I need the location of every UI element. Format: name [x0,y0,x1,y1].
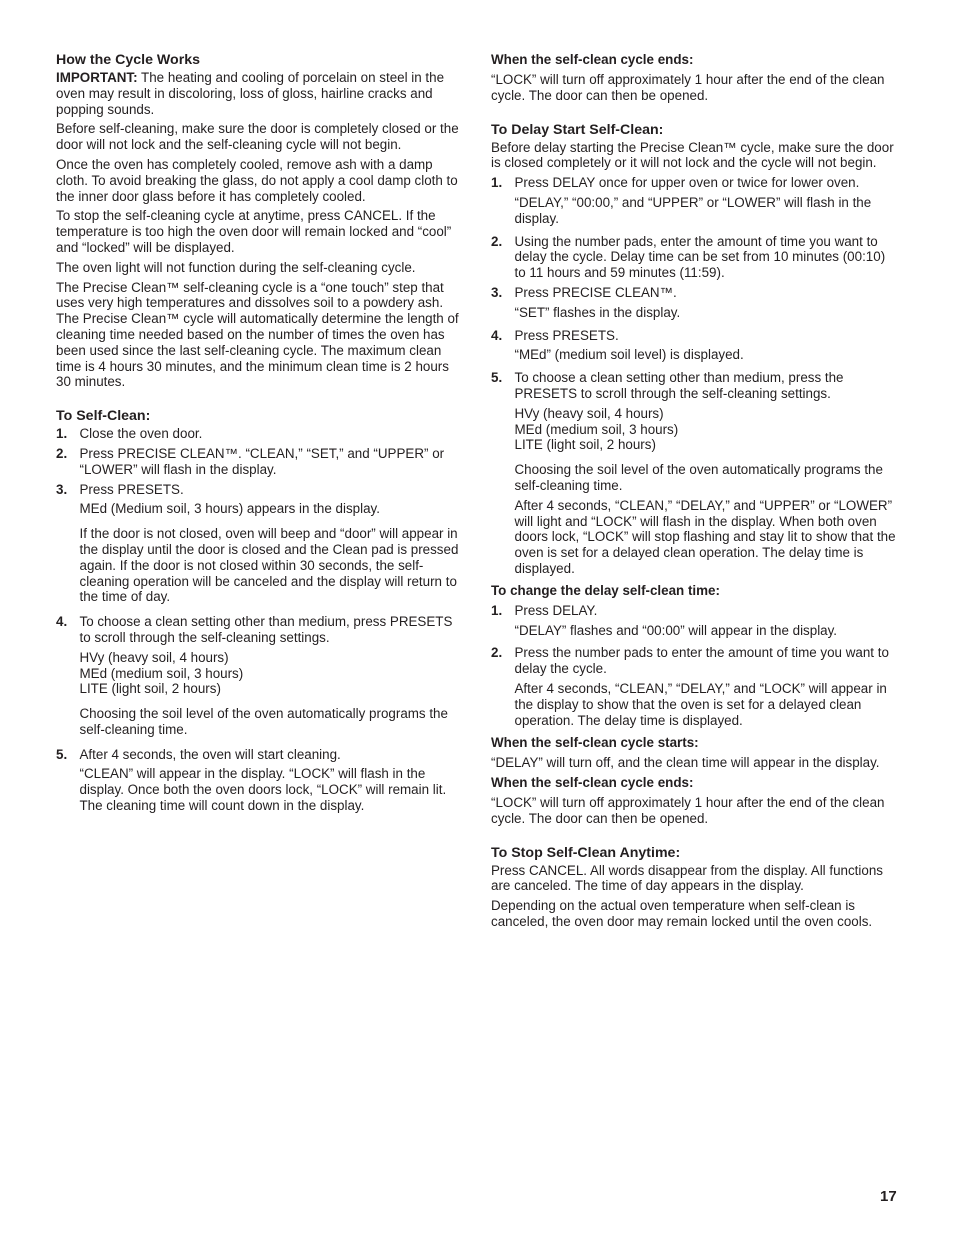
step-detail: After 4 seconds, “CLEAN,” “DELAY,” and “UPPER” or “LOWER” will light and “LOCK” will flash in the display. When both oven doors lock, “LOCK” will stop flashing and stay lit to show that the oven is set for a delayed clean operation. The delay time is displayed. [514,497,896,576]
step-item [56,482,462,606]
paragraph: “LOCK” will turn off approximately 1 hour after the end of the clean cycle. The door can then be opened. [491,72,885,103]
step-number: 3. [491,284,503,300]
step-item [56,614,462,738]
step-number: 2. [491,233,503,249]
step-detail: After 4 seconds, “CLEAN,” “DELAY,” and “LOCK” will appear in the display to show that the oven is set for a delayed clean operation. The delay time is displayed. [514,680,887,728]
step-detail: Choosing the soil level of the oven automatically programs the self-cleaning time. [79,706,448,737]
important-text: The heating and cooling of porcelain on steel in the oven may result in discoloring, loss of gloss, hairline cracks and popping sounds. [56,70,445,117]
step-number: 2. [56,445,68,461]
important-note [56,70,462,117]
paragraph: Depending on the actual oven temperature when self-clean is canceled, the oven door may remain locked until the oven cools. [491,898,873,930]
paragraph: “DELAY” will turn off, and the clean time will appear in the display. [491,755,880,771]
step-detail: “DELAY” flashes and “00:00” will appear in the display. [514,622,838,638]
step-detail: MEd (Medium soil, 3 hours) appears in the display. [79,501,380,517]
paragraph: Before delay starting the Precise Clean™ cycle, make sure the door is closed completely or it will not lock and the cycle will not begin. [491,139,894,171]
step-number: 4. [56,614,68,630]
soil-settings-list [80,650,463,697]
step-text: Close the oven door. [79,426,203,442]
how-cycle-works-heading: How the Cycle Works [56,52,201,68]
step-item [491,370,897,577]
self-clean-steps [56,426,462,814]
page-number: 17 [880,1188,897,1205]
step-text: Press PRECISE CLEAN™. “CLEAN,” “SET,” and “UPPER” or “LOWER” will flash in the display. [79,445,445,477]
soil-setting: MEd (medium soil, 3 hours) [79,665,244,681]
step-item [491,603,897,639]
paragraph: The Precise Clean™ self-cleaning cycle is a “one touch” step that uses very high temperatures and dissolves soil to a powdery ash. The Precise Clean™ cycle will automatically determine the length of cleaning time needed based on the number of times the oven has been used since the last self-cleaning cycle. The maximum clean time is 4 hours 30 minutes, and the minimum clean time is 2 hours 30 minutes. [56,279,459,390]
step-detail: “SET” flashes in the display. [514,304,681,320]
step-item [491,175,897,226]
step-text: Press PRESETS. [79,481,184,497]
step-number: 1. [56,426,68,442]
soil-setting: MEd (medium soil, 3 hours) [514,421,679,437]
step-text: Press DELAY once for upper oven or twice for lower oven. [514,175,860,191]
soil-setting: LITE (light soil, 2 hours) [79,681,221,697]
step-number: 2. [491,645,503,661]
step-text: Press PRESETS. [514,327,619,343]
step-number: 1. [491,602,503,618]
step-detail: If the door is not closed, oven will beep and “door” will appear in the display until the door is closed and the Clean pad is pressed again. If the door is not closed within 30 seconds, the self-cleaning operation will be canceled and the display will return to the time of day. [79,526,459,605]
step-text: Press DELAY. [514,602,598,618]
step-detail: “MEd” (medium soil level) is displayed. [514,347,744,363]
step-text: After 4 seconds, the oven will start cleaning. [79,746,341,762]
right-column [491,52,897,934]
paragraph: Once the oven has completely cooled, remove ash with a damp cloth. To avoid breaking the glass, do not apply a cool damp cloth to the inner door glass before it has completely cooled. [56,156,458,204]
step-text: Press PRECISE CLEAN™. [514,284,677,300]
paragraph: Before self-cleaning, make sure the door is completely closed or the door will not lock and the self-cleaning cycle will not begin. [56,121,459,153]
step-detail: “DELAY,” “00:00,” and “UPPER” or “LOWER” will flash in the display. [514,194,872,226]
step-text: To choose a clean setting other than medium, press the PRESETS to scroll through the self-cleaning settings. [514,370,844,401]
step-number: 1. [491,175,503,191]
step-item [491,234,897,281]
paragraph: The oven light will not function during the self-cleaning cycle. [56,259,416,275]
step-item [491,645,897,728]
soil-setting: HVy (heavy soil, 4 hours) [514,405,664,421]
cycle-ends-heading: When the self-clean cycle ends: [491,52,694,67]
step-item [491,328,897,364]
step-item [56,426,462,442]
stop-self-clean-heading: To Stop Self-Clean Anytime: [491,844,681,861]
left-column [56,52,462,818]
step-number: 5. [491,370,503,386]
important-label: IMPORTANT: [56,70,138,85]
step-number: 3. [56,481,68,497]
step-item [56,747,462,814]
step-item [491,285,897,321]
step-number: 4. [491,327,503,343]
step-text: To choose a clean setting other than medium, press PRESETS to scroll through the self-cleaning settings. [79,614,453,645]
change-delay-steps [491,603,897,729]
step-detail: Choosing the soil level of the oven automatically programs the self-cleaning time. [514,462,883,493]
step-item [56,446,462,478]
soil-settings-list [515,406,898,453]
to-self-clean-heading: To Self-Clean: [56,408,151,425]
paragraph: To stop the self-cleaning cycle at anytime, press CANCEL. If the temperature is too high the oven door will remain locked and “cool” and “locked” will be displayed. [56,208,452,255]
soil-setting: HVy (heavy soil, 4 hours) [79,649,229,665]
step-text: Press the number pads to enter the amount of time you want to delay the cycle. [514,645,889,677]
cycle-ends-heading: When the self-clean cycle ends: [491,775,694,791]
step-text: Using the number pads, enter the amount of time you want to delay the cycle. Delay time can be set from 10 minutes (00:10) to 11 hours and 59 minutes (11:59). [514,233,886,281]
step-detail: “CLEAN” will appear in the display. “LOCK” will flash in the display. Once both the oven doors lock, “LOCK” will remain lit. The cleaning time will count down in the display. [79,766,447,814]
delay-start-heading: To Delay Start Self-Clean: [491,121,664,138]
step-number: 5. [56,746,68,762]
paragraph: Press CANCEL. All words disappear from the display. All functions are canceled. The time of day appears in the display. [491,862,883,894]
paragraph: “LOCK” will turn off approximately 1 hour after the end of the clean cycle. The door can then be opened. [491,795,885,826]
cycle-starts-heading: When the self-clean cycle starts: [491,735,699,751]
soil-setting: LITE (light soil, 2 hours) [514,437,656,453]
change-delay-heading: To change the delay self-clean time: [491,582,720,598]
delay-steps [491,175,897,577]
